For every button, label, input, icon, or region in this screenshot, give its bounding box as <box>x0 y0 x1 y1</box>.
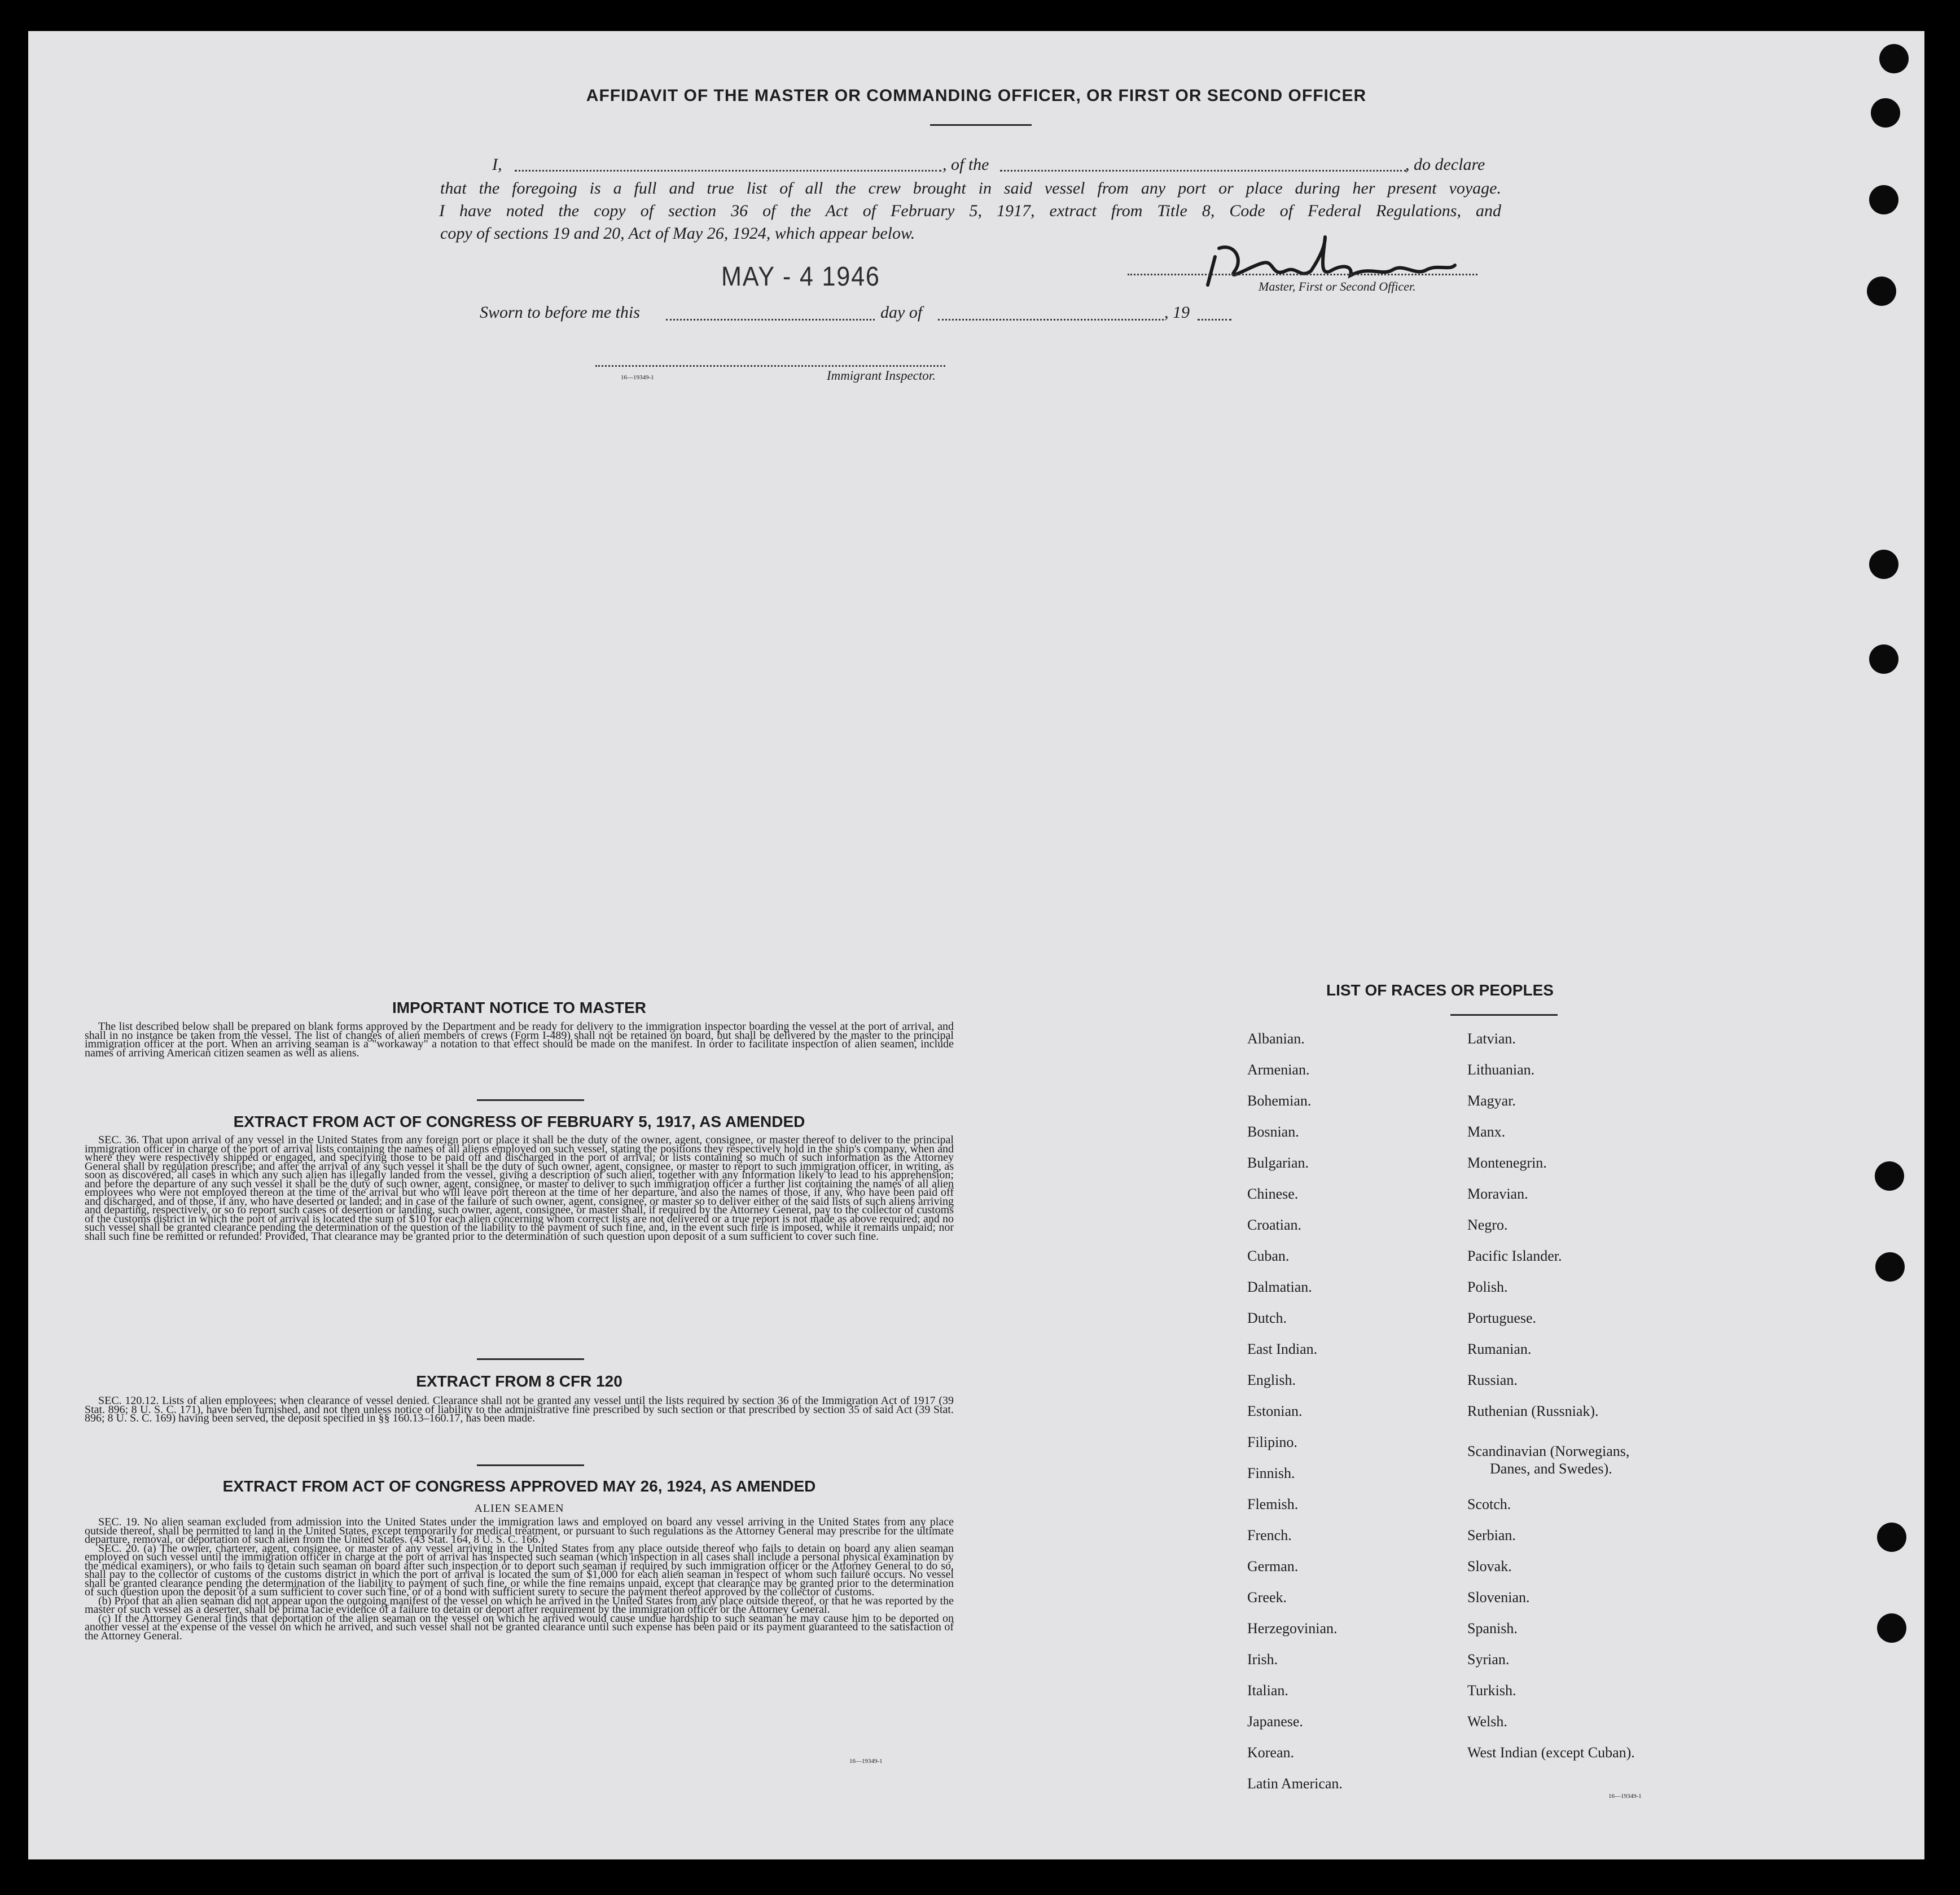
sworn-year-blank[interactable] <box>1198 319 1231 321</box>
race-item: Chinese. <box>1247 1186 1299 1202</box>
punch-hole <box>1869 550 1898 579</box>
race-item: Dalmatian. <box>1247 1279 1312 1295</box>
extract-1924-subtitle: ALIEN SEAMEN <box>474 1502 564 1515</box>
race-item: Lithuanian. <box>1467 1061 1535 1078</box>
extract-cfr-title: EXTRACT FROM 8 CFR 120 <box>416 1372 622 1390</box>
race-item: Slovak. <box>1467 1558 1512 1574</box>
race-item: Herzegovinian. <box>1247 1620 1338 1637</box>
race-item: German. <box>1247 1558 1299 1574</box>
sec-20b: (b) Proof that an alien seaman did not appear upon the outgoing manifest of the vessel on which he arrived in the United States from any place outside thereof, or that he was reported by the master of such vessel as a deserter, shall be prima facie evidence of a failure to detain or deport after requirement by the immigration officer or the Attorney General. <box>85 1594 954 1616</box>
punch-hole <box>1869 644 1898 674</box>
year-label: , 19 <box>1164 303 1190 322</box>
sworn-day-blank[interactable] <box>666 319 875 321</box>
race-item: Scandinavian (Norwegians, <box>1467 1443 1630 1459</box>
punch-hole <box>1869 185 1898 214</box>
race-item: Syrian. <box>1467 1651 1510 1668</box>
race-item: East Indian. <box>1247 1341 1318 1357</box>
race-item: Bulgarian. <box>1247 1155 1309 1171</box>
affidavit-of-the: , of the <box>942 155 989 174</box>
race-item: Manx. <box>1467 1124 1506 1140</box>
race-item: Welsh. <box>1467 1713 1507 1730</box>
inspector-line <box>595 365 945 367</box>
race-item: Korean. <box>1247 1744 1295 1761</box>
race-item: Armenian. <box>1247 1061 1310 1078</box>
title-rule <box>930 124 1032 126</box>
date-stamp: MAY - 4 1946 <box>721 262 880 292</box>
race-item: Japanese. <box>1247 1713 1303 1730</box>
signature-caption: Master, First or Second Officer. <box>1259 279 1416 293</box>
race-item: Cuban. <box>1247 1248 1290 1264</box>
race-item: Polish. <box>1467 1279 1508 1295</box>
form-number-bottom-right: 16—19349-1 <box>1608 1793 1642 1800</box>
punch-hole <box>1875 1161 1904 1191</box>
extract-1924-body <box>85 1518 954 1640</box>
affidavit-line4: copy of sections 19 and 20, Act of May 26, 1924, which appear below. <box>440 224 915 243</box>
day-of-label: day of <box>880 303 923 322</box>
race-item: Latin American. <box>1247 1775 1343 1792</box>
race-item: Moravian. <box>1467 1186 1528 1202</box>
extract-1917-title: EXTRACT FROM ACT OF CONGRESS OF FEBRUARY 5, 1917, AS AMENDED <box>233 1113 805 1130</box>
extract-cfr-body: SEC. 120.12. Lists of alien employees; when clearance of vessel denied. Clearance shall not be granted any vessel until the lists required by section 36 of the Immigration Act of 1917 (39 Stat. 896; 8 U. S. C. 171), have been furnished, and not then unless notice of liability to the administrative fine prescribed by such section or that prescribed by section 35 of said Act (39 Stat. 896; 8 U. S. C. 169) having been served, the deposit specified in §§ 160.13–160.17, has been made. <box>85 1394 954 1424</box>
race-item: Montenegrin. <box>1467 1155 1547 1171</box>
vessel-blank[interactable] <box>1000 170 1406 172</box>
sec-20c: (c) If the Attorney General finds that deportation of the alien seaman on the vessel on which he arrived would cause undue hardship to such seaman he may cause him to be deported on another vessel at the expense of the vessel on which he arrived, and such vessel shall not be granted clearance until such expense has been paid or its payment guaranteed to the satisfaction of the Attorney General. <box>85 1612 954 1642</box>
race-item: Greek. <box>1247 1589 1287 1606</box>
race-item: Flemish. <box>1247 1496 1299 1512</box>
signature-line <box>1128 274 1477 275</box>
inspector-caption: Immigrant Inspector. <box>827 369 936 383</box>
notice-body: The list described below shall be prepared on blank forms approved by the Department and be ready for delivery to the immigration inspector boarding the vessel at the port of arrival, and shall in no instance be taken from the vessel. The list of changes of alien members of crews (Form I-489) shall not be retained on board, but shall be delivered by the master to the principal immigration officer at the port. When an arriving seaman is a "workaway" a notation to that effect should be made on the manifest. In order to facilitate inspection of alien seamen, include names of arriving American citizen seamen as well as aliens. <box>85 1020 954 1059</box>
race-item: Finnish. <box>1247 1465 1295 1481</box>
race-item: Russian. <box>1467 1372 1518 1388</box>
race-item: Serbian. <box>1467 1527 1516 1543</box>
races-title: LIST OF RACES OR PEOPLES <box>1326 981 1554 999</box>
document-page <box>28 31 1924 1859</box>
race-item: English. <box>1247 1372 1296 1388</box>
notice-rule <box>477 1099 584 1101</box>
race-item: Irish. <box>1247 1651 1278 1668</box>
punch-hole <box>1879 44 1909 73</box>
affidavit-declare: , do declare <box>1405 155 1485 174</box>
race-item: Latvian. <box>1467 1030 1516 1047</box>
race-item: Ruthenian (Russniak). <box>1467 1403 1599 1419</box>
extract-1917-rule <box>477 1358 584 1360</box>
race-item: Estonian. <box>1247 1403 1303 1419</box>
race-item: Negro. <box>1467 1217 1508 1233</box>
extract-cfr-rule <box>477 1464 584 1466</box>
race-item: Spanish. <box>1467 1620 1518 1637</box>
sec-20a: SEC. 20. (a) The owner, charterer, agent, consignee, or master of any vessel arriving in the United States from any place outside thereof who fails to detain on board any alien seaman employed on such vessel until the immigration officer in charge at the port of arrival has inspected such seaman (which inspection in all cases shall include a personal physical examination by the medical examiners), or who fails to detain such seaman on board after such inspection or to deport such seaman if required by such immigration officer or the Attorney General to do so, shall pay to the collector of customs of the customs district in which the port of arrival is located the sum of $1,000 for each alien seaman in respect of whom such failure occurs. No vessel shall be granted clearance pending the determination of the liability to payment of such fine, or while the fine remains unpaid, except that clearance may be granted prior to the determination of such question upon the deposit of a sum sufficient to cover such fine, or of a bond with sufficient surety to secure the payment thereof approved by the collector of customs. <box>85 1542 954 1598</box>
punch-hole <box>1877 1613 1906 1643</box>
extract-1917-body: SEC. 36. That upon arrival of any vessel in the United States from any foreign port or place it shall be the duty of the owner, agent, consignee, or master thereof to deliver to the principal immigration officer in charge of the port of arrival lists containing the names of all aliens employed on such vessel, stating the positions they respectively hold in the ship's company, when and where they were respectively shipped or engaged, and specifying those to be paid off and discharged in the port of arrival; or lists containing so much of such information as the Attorney General shall by regulation prescribe; and after the arrival of any such vessel it shall be the duty of such owner, agent, consignee, or master to report to such immigration officer, in writing, as soon as discovered, all cases in which any such alien has illegally landed from the vessel, giving a description of such alien, together with any information likely to lead to his apprehension; and before the departure of any such vessel it shall be the duty of such owner, agent, consignee, or master to deliver to such immigration officer a further list containing the names of all alien employees who were not employed thereon at the time of the arrival but who will leave port thereon at the time of her departure, and also the names of those, if any, who have been paid off and discharged, and of those, if any, who have deserted or landed; and in case of the failure of such owner, agent, consignee, or master so to deliver either of the said lists of such aliens arriving and departing, respectively, or so to report such cases of desertion or landing, such owner, agent, consignee, or master shall, if required by the Attorney General, pay to the collector of customs of the customs district in which the port of arrival is located the sum of $10 for each alien concerning whom correct lists are not delivered or a true report is not made as above required; and no such vessel shall be granted clearance pending the determination of the question of the liability to the payment of such fine, and, in the event such fine is imposed, while it remains unpaid; nor shall such fine be remitted or refunded: Provided, That clearance may be granted prior to the determination of such question upon deposit of a sum sufficient to cover such fine. <box>85 1134 954 1243</box>
race-item: Dutch. <box>1247 1310 1287 1326</box>
punch-hole <box>1877 1523 1906 1552</box>
races-rule <box>1450 1014 1558 1016</box>
affidavit-line3: I have noted the copy of section 36 of the Act of February 5, 1917, extract from Title 8, Code of Federal Regulations, and <box>439 201 1501 220</box>
extract-1924-title: EXTRACT FROM ACT OF CONGRESS APPROVED MAY 26, 1924, AS AMENDED <box>222 1477 816 1495</box>
race-item: French. <box>1247 1527 1292 1543</box>
sworn-label: Sworn to before me this <box>480 303 640 322</box>
race-item: Filipino. <box>1247 1434 1297 1450</box>
name-blank[interactable] <box>515 170 941 172</box>
race-item: Danes, and Swedes). <box>1490 1460 1612 1477</box>
race-item: West Indian (except Cuban). <box>1467 1744 1635 1761</box>
race-item: Portuguese. <box>1467 1310 1537 1326</box>
race-item: Magyar. <box>1467 1093 1516 1109</box>
race-item: Croatian. <box>1247 1217 1302 1233</box>
affidavit-i: I, <box>492 155 502 174</box>
punch-hole <box>1871 98 1900 128</box>
sec-19: SEC. 19. No alien seaman excluded from admission into the United States under the immigration laws and employed on board any vessel arriving in the United States from any place outside thereof, shall be permitted to land in the United States, except temporarily for medical treatment, or pursuant to such regulations as the Attorney General may prescribe for the ultimate departure, removal, or deportation of such alien from the United States. (43 Stat. 164, 8 U. S. C. 166.) <box>85 1516 954 1546</box>
punch-hole <box>1875 1252 1905 1282</box>
race-item: Bosnian. <box>1247 1124 1299 1140</box>
race-item: Albanian. <box>1247 1030 1305 1047</box>
sworn-month-blank[interactable] <box>938 319 1164 321</box>
race-item: Turkish. <box>1467 1682 1516 1699</box>
race-item: Scotch. <box>1467 1496 1511 1512</box>
race-item: Rumanian. <box>1467 1341 1532 1357</box>
race-item: Bohemian. <box>1247 1093 1312 1109</box>
race-item: Pacific Islander. <box>1467 1248 1562 1264</box>
punch-hole <box>1867 277 1896 306</box>
race-item: Slovenian. <box>1467 1589 1530 1606</box>
affidavit-title: AFFIDAVIT OF THE MASTER OR COMMANDING OFFICER, OR FIRST OR SECOND OFFICER <box>586 86 1367 105</box>
affidavit-line2: that the foregoing is a full and true list of all the crew brought in said vessel from any port or place during her present voyage. <box>440 179 1501 198</box>
form-number-bottom-left: 16—19349-1 <box>849 1758 883 1765</box>
notice-title: IMPORTANT NOTICE TO MASTER <box>392 999 647 1016</box>
race-item: Italian. <box>1247 1682 1288 1699</box>
form-number-top: 16—19349-1 <box>621 374 654 381</box>
